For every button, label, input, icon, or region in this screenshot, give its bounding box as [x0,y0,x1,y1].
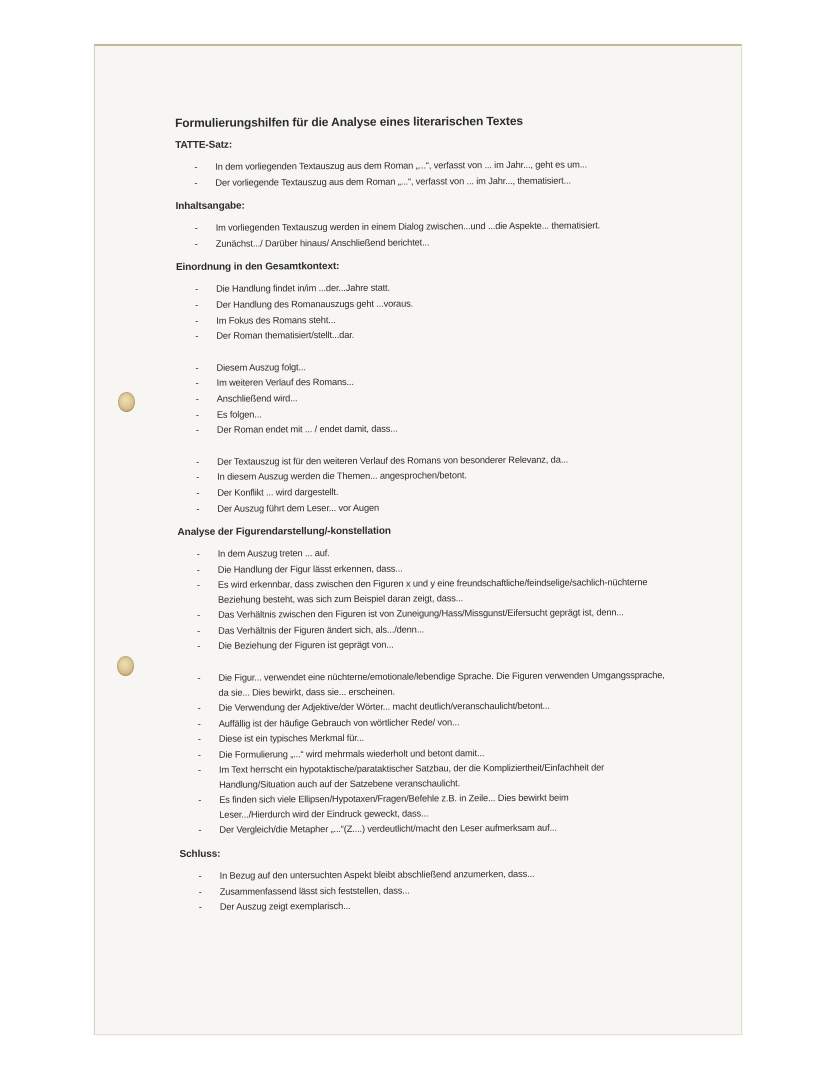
bullet-list [180,866,670,916]
section [175,137,665,191]
section [176,259,668,517]
list-item: - Der Handlung des Romanauszugs geht ...voraus. [176,295,666,314]
list-item: - Diese ist ein typisches Merkmal für... [179,729,669,748]
section [178,524,670,839]
list-item: - Zunächst.../ Darüber hinaus/ Anschließend berichtet... [176,234,666,253]
list-item: - Der Textauszug ist für den weiteren Verlauf des Romans von besonderer Relevanz, da... [177,452,667,471]
paper-sheet [94,44,742,1035]
bullet-list [177,452,667,517]
sections-container [175,137,670,916]
list-item: - Anschließend wird... [177,389,667,408]
list-item: - Im weiteren Verlauf des Romans... [177,373,667,392]
section-heading: TATTE-Satz: [175,139,233,151]
bullet-list [175,157,665,191]
bullet-list [178,668,669,839]
list-item: - Der Vergleich/die Metapher „...“(Z....) verdeutlicht/macht den Leser aufmerksam auf... [179,820,669,839]
section-heading: Inhaltsangabe: [175,200,245,213]
list-item: - Es finden sich viele Ellipsen/Hypotaxen/Fragen/Befehle z.B. in Zeile... Dies bewirkt beim Leser.../Hierdurch wird der Eindruck geweckt, dass... [179,791,599,824]
list-item: - Zusammenfassend lässt sich feststellen, dass... [180,882,670,901]
list-item: - Der vorliegende Textauszug aus dem Roman „...“, verfasst von ... im Jahr..., thematisiert... [175,173,665,192]
list-item: - Im Fokus des Romans steht... [176,311,666,330]
list-item: - Der Roman thematisiert/stellt...dar. [176,326,666,345]
list-item: - In diesem Auszug werden die Themen... angesprochen/betont. [177,467,667,486]
punch-hole-top [118,392,135,412]
bullet-list [176,218,666,252]
list-item: - Diesem Auszug folgt... [176,358,666,377]
document-body [175,113,670,926]
list-item: - Die Formulierung „...“ wird mehrmals wiederholt und betont damit... [179,745,669,764]
section-heading: Analyse der Figurendarstellung/-konstellation [177,525,391,539]
list-item: - Es wird erkennbar, dass zwischen den Figuren x und y eine freundschaftliche/feindselige/sachlich-nüchterne Beziehung besteht, was sich zum Beispiel daran zeigt, dass... [178,575,648,608]
section-heading: Einordnung in den Gesamtkontext: [175,261,340,274]
list-item: - Die Handlung findet in/im ...der...Jahre statt. [176,279,666,298]
list-item: - Das Verhältnis der Figuren ändert sich, als.../denn... [178,621,668,640]
list-item: - In Bezug auf den untersuchten Aspekt bleibt abschließend anzumerken, dass... [180,866,670,885]
list-item: - Die Handlung der Figur lässt erkennen, dass... [178,560,668,579]
list-item: - Der Auszug führt dem Leser... vor Augen [177,498,667,517]
bullet-list [178,544,669,655]
list-item: - Die Verwendung der Adjektive/der Wörter... macht deutlich/veranschaulicht/betont... [179,698,669,717]
page-title: Formulierungshilfen für die Analyse eines literarischen Textes [175,113,523,130]
list-item: - Die Figur... verwendet eine nüchterne/emotionale/lebendige Sprache. Die Figuren verwenden Umgangssprache, da sie... Dies bewirkt, dass sie... erscheinen. [178,668,668,701]
punch-hole-bottom [117,656,134,676]
list-item: - Im Text herrscht ein hypotaktische/parataktischer Satzbau, der die Kompliziertheit/Einfachheit der Handlung/Situation auch auf der Satzebene veranschaulicht. [179,760,669,793]
list-item: - Auffällig ist der häufige Gebrauch von wörtlicher Rede/ von... [179,714,669,733]
bullet-list [176,279,666,344]
section [176,198,666,252]
list-item: - In dem Auszug treten ... auf. [178,544,668,563]
list-item: - Das Verhältnis zwischen den Figuren ist von Zuneigung/Hass/Missgunst/Eifersucht geprägt ist, denn... [178,605,668,624]
list-item: - Es folgen... [177,405,667,424]
list-item: - Im vorliegenden Textauszug werden in einem Dialog zwischen...und ...die Aspekte... thematisiert. [176,218,666,237]
list-item: - Die Beziehung der Figuren ist geprägt von... [178,636,668,655]
list-item: - In dem vorliegenden Textauszug aus dem Roman „...“, verfasst von ... im Jahr..., geht es um... [175,157,665,176]
list-item: - Der Roman endet mit ... / endet damit, dass... [177,420,667,439]
list-item: - Der Konflikt ... wird dargestellt. [177,483,667,502]
list-item: - Der Auszug zeigt exemplarisch... [180,897,670,916]
section-heading: Schluss: [179,848,221,861]
bullet-list [176,358,666,439]
section [179,846,669,916]
